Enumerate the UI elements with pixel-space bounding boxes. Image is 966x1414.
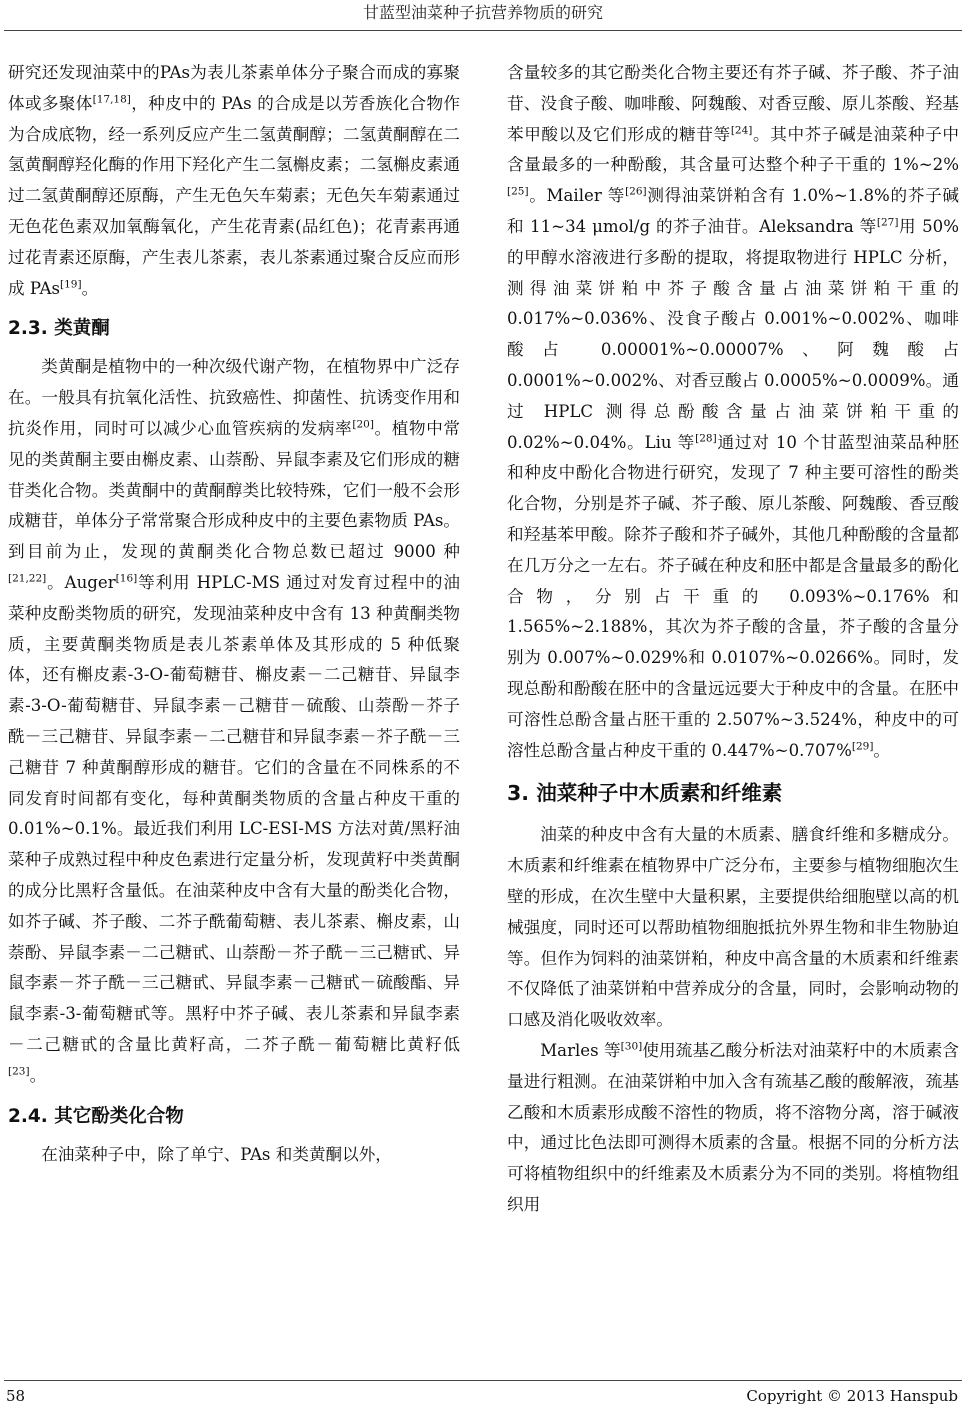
section-heading-2-3: 2.3. 类黄酮: [8, 318, 110, 340]
citation: [26]: [625, 185, 647, 198]
citation: [23]: [8, 1065, 30, 1078]
citation: [29]: [851, 740, 874, 752]
copyright-notice: Copyright © 2013 Hanspub: [746, 1387, 958, 1405]
citation: [25]: [507, 185, 529, 198]
citation: [21,22]: [8, 572, 47, 585]
right-column: [507, 58, 959, 1221]
paragraph-phenolic-acids: 含量较多的其它酚类化合物主要还有芥子碱、芥子酸、芥子油苷、没食子酸、咖啡酸、阿魏酸、对香豆酸、原儿茶酸、羟基苯甲酸以及它们形成的糖苷等[24]。其中芥子碱是油菜种子中含量最多的一种酚酸，其含量可达整个种子干重的 1%~2%[25]。Mailer 等[26]测得油菜饼粕含有 1.0%~1.8%的芥子碱和 11~34 μmol/g 的芥子油苷。Aleksandra 等[27]用 50%的甲醇水溶液进行多酚的提取，将提取物进行 HPLC 分析，测得油菜饼粕中芥子酸含量占油菜饼粕干重的 0.017%~0.036%、没食子酸占 0.001%~0.002%、咖啡酸占 0.00001%~0.00007%、阿魏酸占 0.0001%~0.002%、对香豆酸占 0.0005%~0.0009%。通过 HPLC 测得总酚酸含量占油菜饼粕干重的 0.02%~0.04%。Liu 等[28]通过对 10 个甘蓝型油菜品种胚和种皮中酚化合物进行研究，发现了 7 种主要可溶性的酚类化合物，分别是芥子碱、芥子酸、原儿茶酸、阿魏酸、香豆酸和羟基苯甲酸。除芥子酸和芥子碱外，其他几种酚酸的含量都在几万分之一左右。芥子碱在种皮和胚中都是含量最多的酚化合物，分别占干重的 0.093%~0.176%和 1.565%~2.188%，其次为芥子酸的含量，芥子酸的含量分别为 0.007%~0.029%和 0.0107%~0.0266%。同时，发现总酚和酚酸在胚中的含量远远要大于种皮中的含量。在胚中可溶性总酚含量占胚干重的 2.507%~3.524%，种皮中的可溶性总酚含量占种皮干重的 0.447%~0.707%[29]。: [507, 63, 959, 760]
section-heading-2-4: 2.4. 其它酚类化合物: [8, 1105, 184, 1127]
header-divider: [4, 30, 962, 31]
citation: [20]: [352, 418, 374, 431]
citation: [17,18]: [92, 93, 131, 106]
page-number: 58: [6, 1387, 26, 1405]
footer-divider: [4, 1380, 962, 1381]
citation: [27]: [876, 216, 899, 229]
citation: [24]: [730, 124, 753, 137]
citation: [30]: [620, 1040, 643, 1053]
running-header: [0, 0, 966, 34]
left-column: [8, 58, 460, 1170]
citation: [19]: [60, 278, 82, 291]
citation: [16]: [115, 572, 138, 585]
paragraph-lignin-cellulose: 油菜的种皮中含有大量的木质素、膳食纤维和多糖成分。木质素和纤维素在植物界中广泛分布，主要参与植物细胞次生壁的形成，在次生壁中大量积累，主要提供给细胞壁以高的机械强度，同时还可以帮助植物细胞抵抗外界生物和非生物胁迫等。但作为饲料的油菜饼粕，种皮中高含量的木质素和纤维素不仅降低了油菜饼粕中营养成分的含量，同时，会影响动物的口感及消化吸收效率。: [507, 825, 959, 1030]
section-heading-3: 3. 油菜种子中木质素和纤维素: [507, 781, 783, 806]
journal-article-title: 甘蓝型油菜种子抗营养物质的研究: [362, 3, 603, 22]
paragraph-flavonoids: 类黄酮是植物中的一种次级代谢产物，在植物界中广泛存在。一般具有抗氧化活性、抗致癌性、抑菌性、抗诱变作用和抗炎作用，同时可以减少心血管疾病的发病率[20]。植物中常见的类黄酮主要由槲皮素、山萘酚、异鼠李素及它们形成的糖苷类化合物。类黄酮中的黄酮醇类比较特殊，它们一般不会形成糖苷，单体分子常常聚合形成种皮中的主要色素物质 PAs。到目前为止，发现的黄酮类化合物总数已超过 9000 种[21,22]。Auger[16]等利用 HPLC-MS 通过对发育过程中的油菜种皮酚类物质的研究，发现油菜种皮中含有 13 种黄酮类物质，主要黄酮类物质是表儿茶素单体及其形成的 5 种低聚体，还有槲皮素-3-O-葡萄糖苷、槲皮素－二己糖苷、异鼠李素-3-O-葡萄糖苷、异鼠李素－己糖苷－硫酸、山萘酚－芥子酰－三己糖苷、异鼠李素－二己糖苷和异鼠李素－芥子酰－三己糖苷 7 种黄酮醇形成的糖苷。它们的含量在不同株系的不同发育时间都有变化，每种黄酮类物质的含量占种皮干重的 0.01%~0.1%。最近我们利用 LC-ESI-MS 方法对黄/黑籽油菜种子成熟过程中种皮色素进行定量分析，发现黄籽中类黄酮的成分比黑籽含量低。在油菜种皮中含有大量的酚类化合物，如芥子碱、芥子酸、二芥子酰葡萄糖、表儿茶素、槲皮素，山萘酚、异鼠李素－二己糖甙、山萘酚－芥子酰－三己糖甙、异鼠李素－芥子酰－三己糖甙、异鼠李素－己糖甙－硫酸酯、异鼠李素-3-葡萄糖甙等。黑籽中芥子碱、表儿茶素和异鼠李素－二己糖甙的含量比黄籽高，二芥子酰－葡萄糖比黄籽低[23]。: [8, 357, 461, 1085]
paragraph-pas-synthesis: 研究还发现油菜中的PAs为表儿茶素单体分子聚合而成的寡聚体或多聚体[17,18]，种皮中的 PAs 的合成是以芳香族化合物作为合成底物，经一系列反应产生二氢黄酮醇；二氢黄酮醇在二氢黄酮醇羟化酶的作用下羟化产生二氢槲皮素；二氢槲皮素通过二氢黄酮醇还原酶，产生无色矢车菊素；无色矢车菊素通过无色花色素双加氧酶氧化，产生花青素(品红色)；花青素再通过花青素还原酶，产生表儿茶素，表儿茶素通过聚合反应而形成 PAs[19]。: [8, 63, 460, 298]
paragraph-lignin-measurement: Marles 等[30]使用巯基乙酸分析法对油菜籽中的木质素含量进行粗测。在油菜饼粕中加入含有巯基乙酸的酸解液，巯基乙酸和木质素形成酸不溶性的物质，将不溶物分离，溶于碱液中，通过比色法即可测得木质素的含量。根据不同的分析方法可将植物组织中的纤维素及木质素分为不同的类别。将植物组织用: [507, 1040, 959, 1214]
citation: [28]: [695, 432, 717, 445]
paragraph-other-phenolics-start: 在油菜种子中，除了单宁、PAs 和类黄酮以外，: [41, 1144, 392, 1164]
